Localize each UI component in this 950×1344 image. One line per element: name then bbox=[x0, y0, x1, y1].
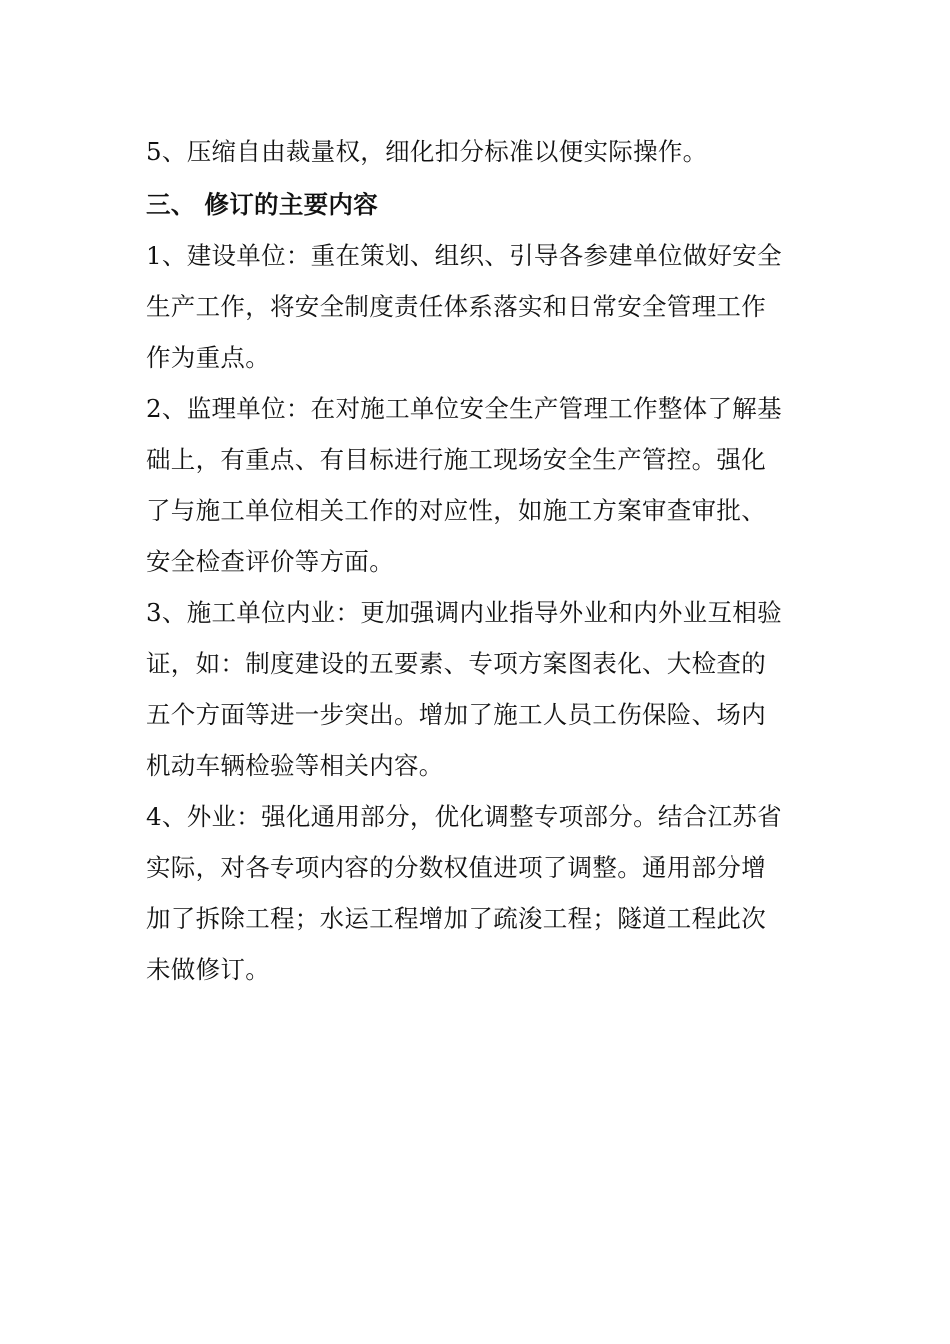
paragraph-4-line-2: 实际，对各专项内容的分数权值进项了调整。通用部分增 bbox=[146, 853, 766, 882]
paragraph-2-line-3: 了与施工单位相关工作的对应性，如施工方案审查审批、 bbox=[146, 496, 766, 525]
paragraph-2-line-1: 2、监理单位：在对施工单位安全生产管理工作整体了解基 bbox=[146, 394, 782, 423]
paragraph-4-line-4: 未做修订。 bbox=[146, 955, 270, 984]
section-heading: 三、 修订的主要内容 bbox=[146, 190, 379, 219]
paragraph-2-line-2: 础上，有重点、有目标进行施工现场安全生产管控。强化 bbox=[146, 445, 766, 474]
paragraph-1-line-3: 作为重点。 bbox=[146, 343, 270, 372]
item-5-text: 5、压缩自由裁量权，细化扣分标准以便实际操作。 bbox=[146, 137, 708, 166]
paragraph-3-line-2: 证，如：制度建设的五要素、专项方案图表化、大检查的 bbox=[146, 649, 766, 678]
paragraph-3-line-3: 五个方面等进一步突出。增加了施工人员工伤保险、场内 bbox=[146, 700, 766, 729]
paragraph-3-line-4: 机动车辆检验等相关内容。 bbox=[146, 751, 444, 780]
paragraph-2-line-4: 安全检查评价等方面。 bbox=[146, 547, 394, 576]
paragraph-4-line-1: 4、外业：强化通用部分，优化调整专项部分。结合江苏省 bbox=[146, 802, 782, 831]
paragraph-4-line-3: 加了拆除工程；水运工程增加了疏浚工程；隧道工程此次 bbox=[146, 904, 766, 933]
paragraph-1-line-1: 1、建设单位：重在策划、组织、引导各参建单位做好安全 bbox=[146, 241, 782, 270]
paragraph-1-line-2: 生产工作，将安全制度责任体系落实和日常安全管理工作 bbox=[146, 292, 766, 321]
document-body bbox=[146, 126, 816, 995]
paragraph-3-line-1: 3、施工单位内业：更加强调内业指导外业和内外业互相验 bbox=[146, 598, 782, 627]
